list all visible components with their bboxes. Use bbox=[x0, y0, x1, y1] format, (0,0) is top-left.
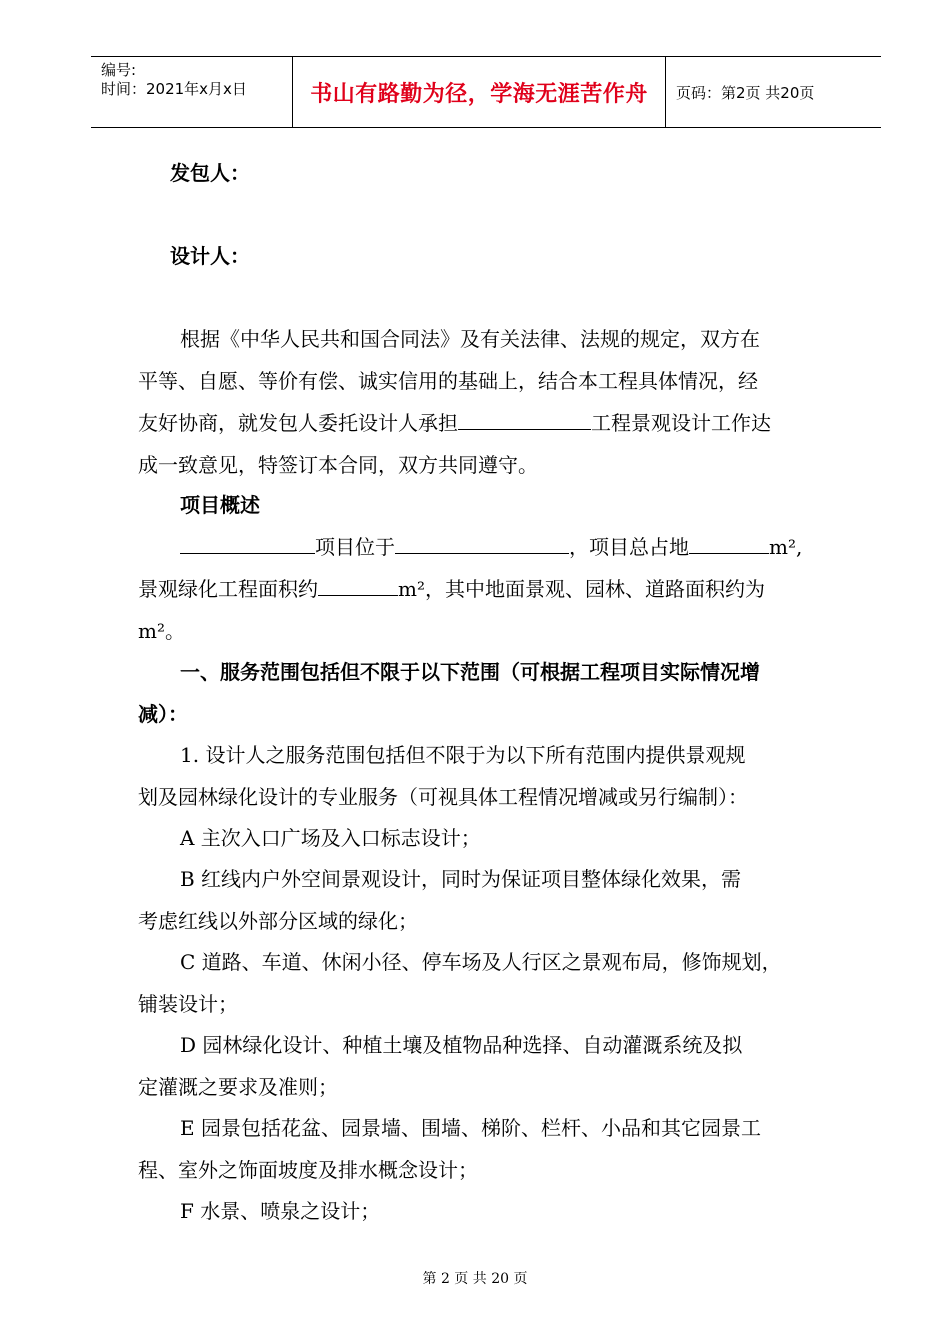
overview-text: 景观绿化工程面积约 bbox=[138, 577, 318, 601]
intro-text: 友好协商，就发包人委托设计人承担 bbox=[138, 411, 458, 435]
item-1-cont: 划及园林绿化设计的专业服务（可视具体工程情况增减或另行编制）： bbox=[138, 785, 748, 809]
item-c-cont: 铺装设计； bbox=[138, 992, 238, 1016]
overview-title: 项目概述 bbox=[180, 493, 260, 517]
page-footer: 第 2 页 共 20 页 bbox=[422, 1271, 528, 1287]
item-c: C 道路、车道、休闲小径、停车场及人行区之景观布局，修饰规划， bbox=[180, 950, 782, 974]
item-a: A 主次入口广场及入口标志设计； bbox=[180, 826, 481, 850]
intro-line-4: 成一致意见，特签订本合同，双方共同遵守。 bbox=[138, 453, 538, 477]
issuer-label: 发包人： bbox=[170, 161, 250, 185]
number-label: 编号: bbox=[101, 61, 137, 79]
item-b: B 红线内户外空间景观设计，同时为保证项目整体绿化效果，需 bbox=[180, 867, 742, 891]
intro-line-2: 平等、自愿、等价有偿、诚实信用的基础上，结合本工程具体情况，经 bbox=[138, 369, 758, 393]
overview-text: m²，其中地面景观、园林、道路面积约为 bbox=[398, 577, 765, 601]
area-blank bbox=[689, 533, 769, 554]
intro-line-1: 根据《中华人民共和国合同法》及有关法律、法规的规定，双方在 bbox=[180, 327, 760, 351]
item-e-cont: 程、室外之饰面坡度及排水概念设计； bbox=[138, 1158, 478, 1182]
overview-text: 项目位于 bbox=[315, 535, 395, 559]
item-d-cont: 定灌溉之要求及准则； bbox=[138, 1075, 338, 1099]
overview-line-3: m²。 bbox=[138, 619, 185, 643]
page-header bbox=[91, 56, 881, 128]
project-name-blank bbox=[458, 409, 591, 430]
header-meta bbox=[101, 61, 291, 99]
overview-line-2 bbox=[138, 575, 765, 603]
section1-title: 一、服务范围包括但不限于以下范围（可根据工程项目实际情况增 bbox=[180, 660, 760, 684]
location-blank bbox=[395, 533, 569, 554]
time-label: 时间：2021年x月x日 bbox=[101, 80, 247, 98]
intro-line-3 bbox=[138, 409, 771, 437]
intro-text: 工程景观设计工作达 bbox=[591, 411, 771, 435]
item-1: 1. 设计人之服务范围包括但不限于为以下所有范围内提供景观规 bbox=[180, 743, 746, 767]
item-f: F 水景、喷泉之设计； bbox=[180, 1199, 381, 1223]
header-page-info: 页码：第2页 共20页 bbox=[676, 83, 815, 102]
overview-line-1 bbox=[180, 533, 802, 561]
header-motto: 书山有路勤为径，学海无涯苦作舟 bbox=[310, 81, 648, 107]
landscape-blank bbox=[318, 575, 398, 596]
item-e: E 园景包括花盆、园景墙、围墙、梯阶、栏杆、小品和其它园景工 bbox=[180, 1116, 761, 1140]
designer-label: 设计人： bbox=[170, 244, 250, 268]
project-blank bbox=[180, 533, 315, 554]
item-b-cont: 考虑红线以外部分区域的绿化； bbox=[138, 909, 418, 933]
overview-text: m², bbox=[769, 535, 803, 559]
header-divider bbox=[665, 57, 666, 127]
section1-title-cont: 减）： bbox=[138, 702, 188, 726]
item-d: D 园林绿化设计、种植土壤及植物品种选择、自动灌溉系统及拟 bbox=[180, 1033, 743, 1057]
overview-text: ，项目总占地 bbox=[569, 535, 689, 559]
